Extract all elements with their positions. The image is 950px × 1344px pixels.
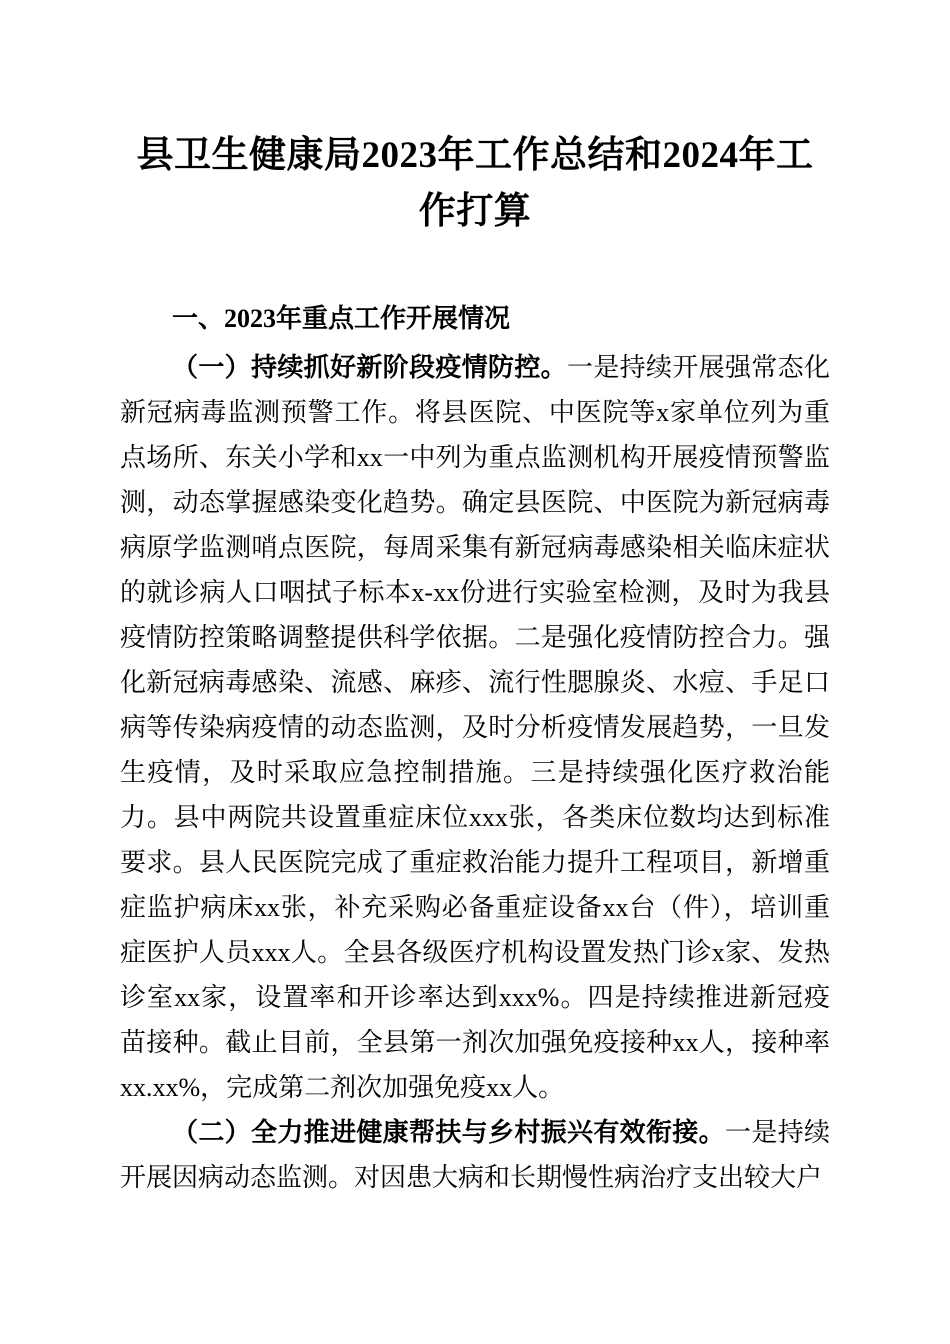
paragraph bbox=[120, 345, 830, 1110]
paragraph-body: 一是持续开展强常态化新冠病毒监测预警工作。将县医院、中医院等x家单位列为重点场所、东关小学和xx一中列为重点监测机构开展疫情预警监测，动态掌握感染变化趋势。确定县医院、中医院为新冠病毒病原学监测哨点医院，每周采集有新冠病毒感染相关临床症状的就诊病人口咽拭子标本x-xx份进行实验室检测，及时为我县疫情防控策略调整提供科学依据。二是强化疫情防控合力。强化新冠病毒感染、流感、麻疹、流行性腮腺炎、水痘、手足口病等传染病疫情的动态监测，及时分析疫情发展趋势，一旦发生疫情，及时采取应急控制措施。三是持续强化医疗救治能力。县中两院共设置重症床位xxx张，各类床位数均达到标准要求。县人民医院完成了重症救治能力提升工程项目，新增重症监护病床xx张，补充采购必备重症设备xx台（件），培训重症医护人员xxx人。全县各级医疗机构设置发热门诊x家、发热诊室xx家，设置率和开诊率达到xxx%。四是持续推进新冠疫苗接种。截止目前，全县第一剂次加强免疫接种xx人，接种率xx.xx%，完成第二剂次加强免疫xx人。 bbox=[120, 353, 830, 1102]
document-title: 县卫生健康局2023年工作总结和2024年工作打算 bbox=[136, 135, 814, 232]
paragraph-lead: （二）全力推进健康帮扶与乡村振兴有效衔接。 bbox=[172, 1118, 725, 1147]
paragraph bbox=[120, 1110, 830, 1200]
paragraph-body: 一是持续开展因病动态监测。对因患大病和长期慢性病治疗支出较大户 bbox=[120, 1118, 830, 1192]
section-heading: 一、2023年重点工作开展情况 bbox=[172, 304, 511, 333]
paragraph-lead: （一）持续抓好新阶段疫情防控。 bbox=[172, 353, 567, 382]
